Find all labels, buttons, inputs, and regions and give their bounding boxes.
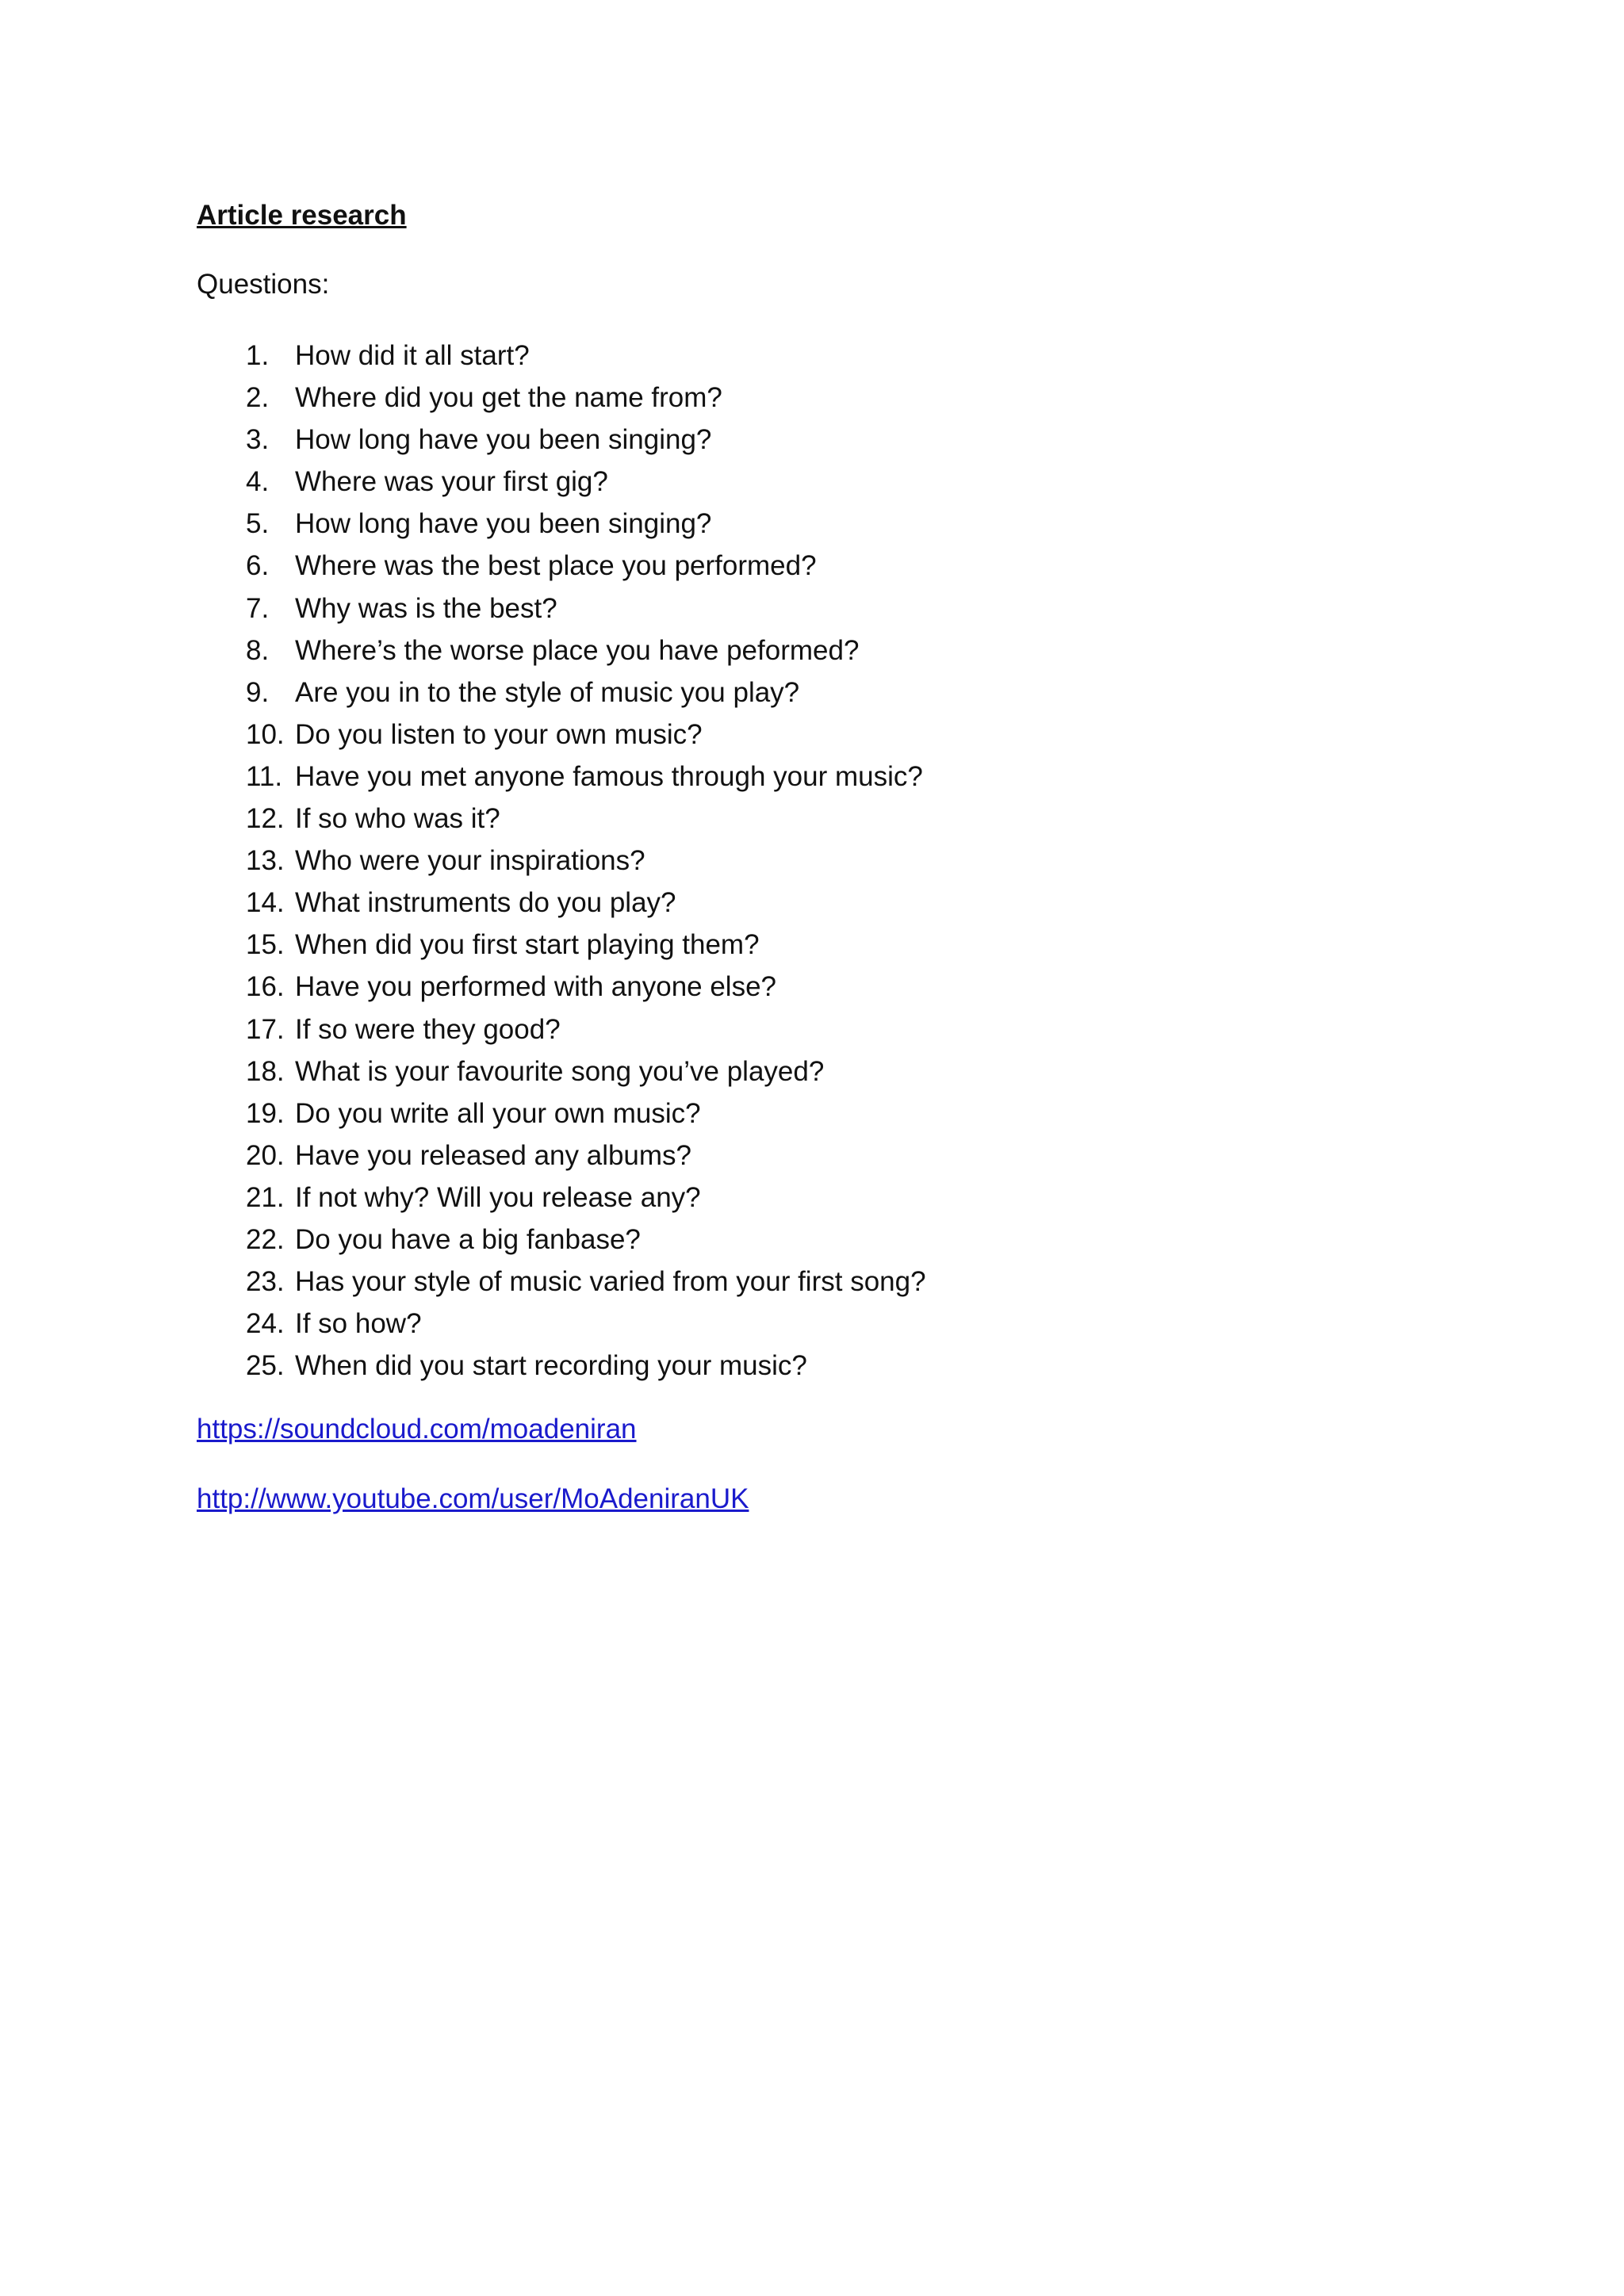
- list-item-number: 15.: [246, 929, 285, 961]
- list-item-number: 8.: [246, 634, 270, 666]
- list-item: [197, 629, 1434, 672]
- list-item-text: When did you first start playing them?: [295, 929, 760, 961]
- list-item-text: Are you in to the style of music you play?: [295, 676, 800, 708]
- list-item-text: Do you write all your own music?: [295, 1097, 701, 1129]
- list-item-number: 9.: [246, 676, 270, 708]
- list-item-number: 13.: [246, 845, 285, 877]
- list-item-text: How long have you been singing?: [295, 424, 712, 456]
- list-item-number: 18.: [246, 1055, 285, 1087]
- list-item-text: What is your favourite song you’ve played?: [295, 1055, 825, 1087]
- list-item: [197, 882, 1434, 924]
- list-item-number: 2.: [246, 382, 270, 414]
- list-item-text: Where was your first gig?: [295, 466, 608, 498]
- list-item: [197, 587, 1434, 629]
- questions-list: [197, 335, 1434, 1387]
- questions-heading: Questions:: [197, 269, 330, 300]
- list-item: [197, 840, 1434, 882]
- list-item: [197, 714, 1434, 756]
- list-item-number: 4.: [246, 466, 270, 498]
- list-item-text: Why was is the best?: [295, 592, 557, 624]
- list-item-text: Do you have a big fanbase?: [295, 1223, 641, 1255]
- list-item: [197, 672, 1434, 714]
- list-item: [197, 1345, 1434, 1387]
- list-item-number: 20.: [246, 1139, 285, 1171]
- document-page: [197, 197, 1434, 1518]
- list-item-number: 12.: [246, 803, 285, 835]
- list-item-text: Have you performed with anyone else?: [295, 971, 777, 1003]
- list-item-number: 16.: [246, 971, 285, 1003]
- list-item-text: Do you listen to your own music?: [295, 718, 703, 750]
- list-item-text: Have you met anyone famous through your music?: [295, 760, 923, 792]
- list-item: [197, 1261, 1434, 1303]
- list-item-number: 1.: [246, 340, 270, 371]
- list-item: [197, 1303, 1434, 1345]
- list-item: [197, 1177, 1434, 1219]
- list-item: [197, 924, 1434, 966]
- list-item: [197, 756, 1434, 798]
- list-item-number: 10.: [246, 718, 285, 750]
- list-item: [197, 1135, 1434, 1177]
- list-item-text: Where did you get the name from?: [295, 382, 722, 414]
- list-item-text: Who were your inspirations?: [295, 845, 645, 877]
- list-item-text: If so who was it?: [295, 803, 500, 835]
- list-item: [197, 545, 1434, 587]
- list-item-text: How long have you been singing?: [295, 508, 712, 540]
- list-item-number: 3.: [246, 424, 270, 456]
- list-item-text: How did it all start?: [295, 340, 530, 371]
- list-item-text: Where’s the worse place you have peformed?: [295, 634, 860, 666]
- list-item-number: 21.: [246, 1181, 285, 1213]
- list-item: [197, 966, 1434, 1008]
- list-item-number: 25.: [246, 1350, 285, 1382]
- list-item-number: 17.: [246, 1013, 285, 1045]
- list-item: [197, 461, 1434, 503]
- list-item-number: 6.: [246, 550, 270, 582]
- list-item-text: If not why? Will you release any?: [295, 1181, 701, 1213]
- list-item-text: If so were they good?: [295, 1013, 561, 1045]
- list-item: [197, 1219, 1434, 1261]
- list-item-text: Where was the best place you performed?: [295, 550, 817, 582]
- list-item-number: 5.: [246, 508, 270, 540]
- list-item-text: Has your style of music varied from your first song?: [295, 1266, 926, 1298]
- list-item-number: 24.: [246, 1308, 285, 1340]
- list-item: [197, 798, 1434, 840]
- list-item: [197, 1093, 1434, 1135]
- list-item-text: What instruments do you play?: [295, 887, 676, 919]
- list-item-number: 7.: [246, 592, 270, 624]
- list-item-text: If so how?: [295, 1308, 422, 1340]
- list-item: [197, 419, 1434, 461]
- list-item: [197, 377, 1434, 419]
- list-item: [197, 335, 1434, 377]
- youtube-link[interactable]: http://www.youtube.com/user/MoAdeniranUK: [197, 1483, 749, 1515]
- soundcloud-link[interactable]: https://soundcloud.com/moadeniran: [197, 1414, 637, 1445]
- list-item-number: 11.: [246, 760, 283, 792]
- list-item-number: 19.: [246, 1097, 285, 1129]
- document-title: Article research: [197, 200, 407, 231]
- list-item: [197, 503, 1434, 545]
- list-item-text: When did you start recording your music?: [295, 1350, 807, 1382]
- list-item: [197, 1050, 1434, 1093]
- list-item-number: 23.: [246, 1266, 285, 1298]
- list-item-text: Have you released any albums?: [295, 1139, 692, 1171]
- list-item: [197, 1008, 1434, 1050]
- list-item-number: 22.: [246, 1223, 285, 1255]
- list-item-number: 14.: [246, 887, 285, 919]
